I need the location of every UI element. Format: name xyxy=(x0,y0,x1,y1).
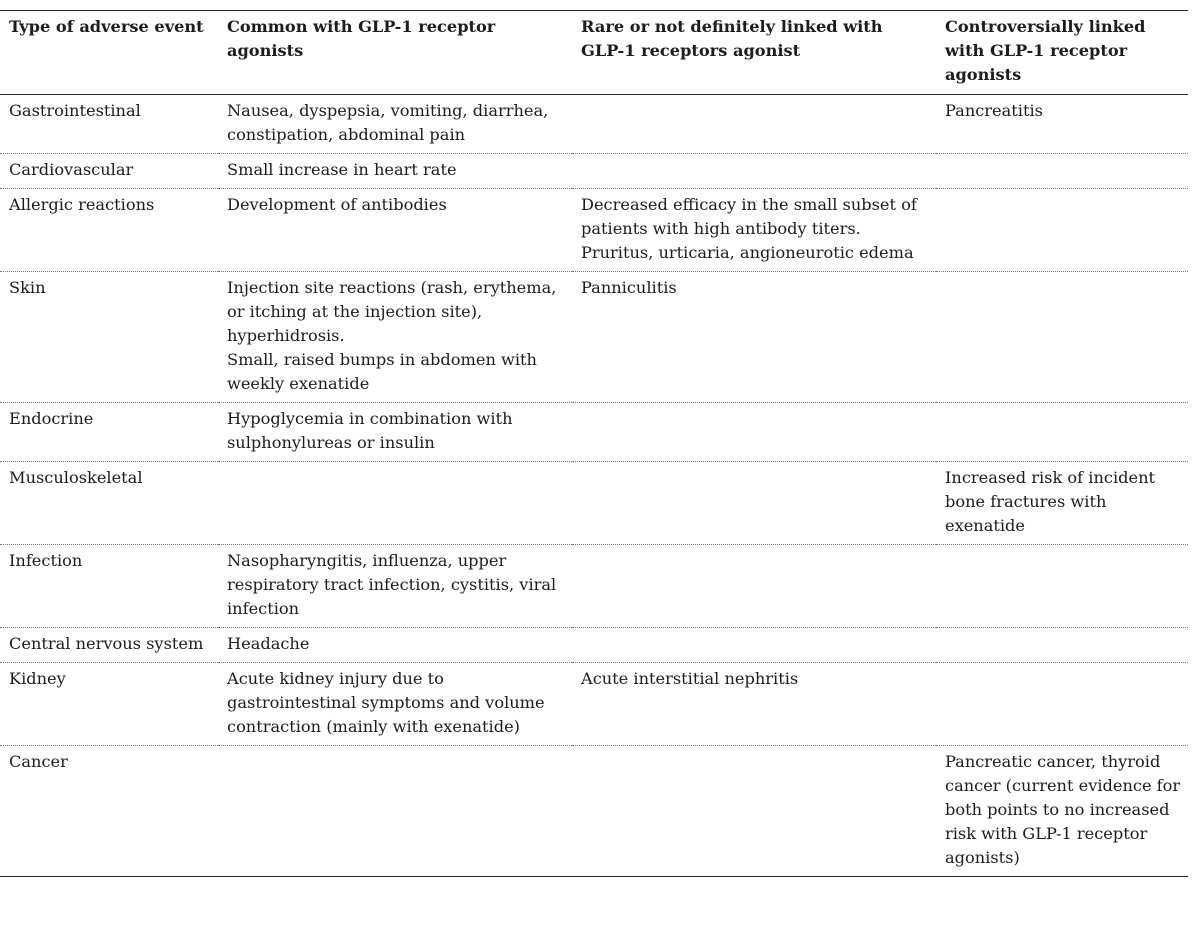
common-cell xyxy=(218,95,572,154)
adverse-event-type-cell: Infection xyxy=(9,551,83,570)
adverse-event-type-cell: Cancer xyxy=(9,752,68,771)
controversial-text: Pancreatitis xyxy=(945,101,1043,120)
common-text: Small, raised bumps in abdomen with weekly exenatide xyxy=(227,350,537,393)
table-body xyxy=(0,95,1188,877)
common-text: Headache xyxy=(227,634,310,653)
controversial-text: Increased risk of incident bone fractures with exenatide xyxy=(945,468,1156,535)
table-row xyxy=(0,95,1188,154)
header-common: Common with GLP-1 receptor agonists xyxy=(227,17,496,60)
common-text: Injection site reactions (rash, erythema, or itching at the injection site), hyperhidrosis. xyxy=(227,278,557,345)
table-row xyxy=(0,154,1188,189)
common-text: Hypoglycemia in combination with sulphonylureas or insulin xyxy=(227,409,513,452)
controversial-cell xyxy=(936,628,1188,663)
common-cell xyxy=(218,462,572,545)
adverse-events-table xyxy=(0,10,1188,877)
table-row xyxy=(0,189,1188,272)
rare-cell xyxy=(572,154,936,189)
controversial-cell xyxy=(936,403,1188,462)
table-row xyxy=(0,545,1188,628)
rare-cell xyxy=(572,462,936,545)
rare-cell xyxy=(572,663,936,746)
adverse-event-type-cell: Cardiovascular xyxy=(9,160,134,179)
rare-cell xyxy=(572,628,936,663)
common-text: Nasopharyngitis, influenza, upper respiratory tract infection, cystitis, viral infection xyxy=(227,551,557,618)
adverse-event-type-cell: Musculoskeletal xyxy=(9,468,143,487)
adverse-event-type-cell: Gastrointestinal xyxy=(9,101,141,120)
common-cell xyxy=(218,663,572,746)
table-row xyxy=(0,663,1188,746)
rare-text: Pruritus, urticaria, angioneurotic edema xyxy=(581,243,914,262)
rare-text: Acute interstitial nephritis xyxy=(581,669,799,688)
rare-cell xyxy=(572,95,936,154)
table-row xyxy=(0,403,1188,462)
adverse-event-type-cell: Allergic reactions xyxy=(9,195,155,214)
rare-cell xyxy=(572,403,936,462)
rare-cell xyxy=(572,189,936,272)
rare-cell xyxy=(572,545,936,628)
common-text: Nausea, dyspepsia, vomiting, diarrhea, constipation, abdominal pain xyxy=(227,101,549,144)
adverse-event-type-cell: Kidney xyxy=(9,669,66,688)
rare-text: Panniculitis xyxy=(581,278,677,297)
controversial-cell xyxy=(936,663,1188,746)
common-cell xyxy=(218,154,572,189)
header-controversial: Controversially linked with GLP-1 receptor agonists xyxy=(945,17,1146,84)
header-row xyxy=(0,11,1188,95)
controversial-cell xyxy=(936,272,1188,403)
controversial-cell xyxy=(936,154,1188,189)
table-header xyxy=(0,11,1188,95)
common-cell xyxy=(218,272,572,403)
common-cell xyxy=(218,628,572,663)
common-text: Small increase in heart rate xyxy=(227,160,457,179)
adverse-event-type-cell: Skin xyxy=(9,278,46,297)
controversial-cell xyxy=(936,189,1188,272)
common-text: Acute kidney injury due to gastrointestinal symptoms and volume contraction (mainly with exenatide) xyxy=(227,669,545,736)
header-rare: Rare or not definitely linked with GLP-1 receptors agonist xyxy=(581,17,883,60)
common-cell xyxy=(218,545,572,628)
controversial-cell xyxy=(936,462,1188,545)
header-type-of-adverse-event: Type of adverse event xyxy=(9,17,204,36)
controversial-text: Pancreatic cancer, thyroid cancer (current evidence for both points to no increased risk with GLP-1 receptor agonists) xyxy=(945,752,1181,867)
rare-cell xyxy=(572,272,936,403)
table-row xyxy=(0,462,1188,545)
table-row xyxy=(0,746,1188,877)
controversial-cell xyxy=(936,545,1188,628)
controversial-cell xyxy=(936,95,1188,154)
common-cell xyxy=(218,746,572,877)
controversial-cell xyxy=(936,746,1188,877)
rare-cell xyxy=(572,746,936,877)
common-text: Development of antibodies xyxy=(227,195,447,214)
common-cell xyxy=(218,403,572,462)
adverse-event-type-cell: Endocrine xyxy=(9,409,94,428)
adverse-event-type-cell: Central nervous system xyxy=(9,634,204,653)
common-cell xyxy=(218,189,572,272)
rare-text: Decreased efficacy in the small subset of patients with high antibody titers. xyxy=(581,195,917,238)
table-row xyxy=(0,272,1188,403)
table-row xyxy=(0,628,1188,663)
